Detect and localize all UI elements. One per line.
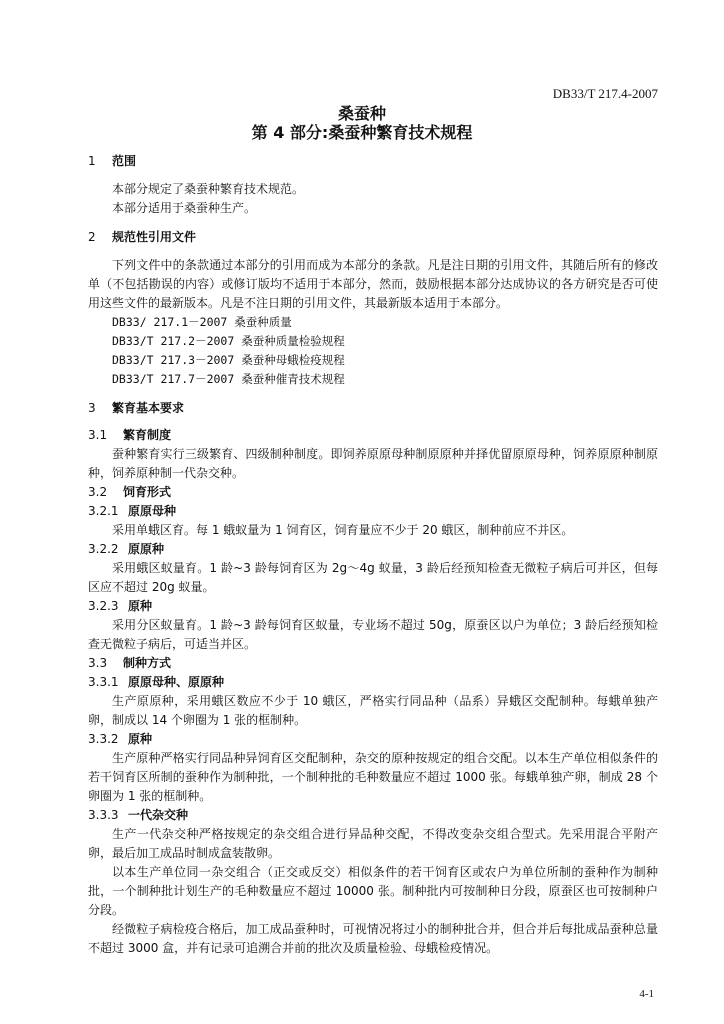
document-body: [88, 150, 658, 958]
subsection-heading: [88, 654, 658, 673]
document-subtitle: 第 4 部分:桑蚕种繁育技术规程: [251, 123, 473, 142]
reference-item: DB33/T 217.7－2007 桑蚕种催青技术规程: [112, 372, 345, 386]
subsection-title: 制种方式: [123, 656, 172, 670]
section-number: 1: [88, 154, 96, 168]
subsection-heading: [88, 426, 658, 445]
reference-item: DB33/T 217.2－2007 桑蚕种质量检验规程: [112, 334, 345, 348]
section-heading-3: [88, 399, 658, 418]
section-title: 繁育基本要求: [112, 401, 185, 415]
clause-title: 一代杂交种: [128, 808, 189, 822]
reference-item: DB33/ 217.1－2007 桑蚕种质量: [112, 315, 292, 329]
clause-title: 原种: [128, 599, 153, 613]
subsection-title: 繁育制度: [123, 428, 172, 442]
clause-title: 原原母种: [128, 504, 177, 518]
section-title: 规范性引用文件: [112, 230, 197, 244]
section-heading-1: [88, 152, 658, 171]
paragraph: 采用蛾区蚁量育。1 龄~3 龄每饲育区为 2g～4g 蚁量，3 龄后经预知检查无微粒子病后可并区，但每区应不超过 20g 蚁量。: [88, 561, 658, 594]
subsection-number: 3.2: [88, 485, 108, 499]
paragraph: 生产一代杂交种严格按规定的杂交组合进行异品种交配，不得改变杂交组合型式。先采用混合平附产卵，最后加工成品时制成盒装散卵。: [88, 827, 658, 860]
paragraph: 本部分规定了桑蚕种繁育技术规范。: [112, 182, 305, 196]
section-number: 3: [88, 401, 96, 415]
clause-heading: [88, 597, 658, 616]
clause-heading: [88, 502, 658, 521]
clause-heading: [88, 730, 658, 749]
paragraph: 下列文件中的条款通过本部分的引用而成为本部分的条款。凡是注日期的引用文件，其随后所有的修改单（不包括勘误的内容）或修订版均不适用于本部分，然而，鼓励根据本部分达成协议的各方研究是否可使用这些文件的最新版本。凡是不注日期的引用文件，其最新版本适用于本部分。: [88, 258, 658, 310]
document-title: 桑蚕种: [337, 104, 386, 123]
paragraph: 经微粒子病检疫合格后，加工成品蚕种时，可视情况将过小的制种批合并，但合并后每批成品蚕种总量不超过 3000 盒，并有记录可追溯合并前的批次及质量检验、母蛾检疫情况。: [88, 922, 658, 955]
subsection-title: 饲育形式: [123, 485, 172, 499]
clause-number: 3.2.2: [88, 542, 119, 556]
clause-heading: [88, 673, 658, 692]
clause-title: 原种: [128, 732, 153, 746]
section-title: 范围: [112, 154, 137, 168]
paragraph: 蚕种繁育实行三级繁育、四级制种制度。即饲养原原母种制原原种并择优留原原母种，饲养原原种制原种，饲养原种制一代杂交种。: [88, 447, 658, 480]
clause-number: 3.2.1: [88, 504, 119, 518]
clause-number: 3.2.3: [88, 599, 119, 613]
subsection-heading: [88, 483, 658, 502]
subsection-number: 3.3: [88, 656, 108, 670]
paragraph: 采用分区蚁量育。1 龄~3 龄每饲育区蚁量，专业场不超过 50g，原蚕区以户为单位；3 龄后经预知检查无微粒子病后，可适当并区。: [88, 618, 658, 651]
page-number: 4-1: [639, 988, 654, 1000]
subsection-number: 3.1: [88, 428, 108, 442]
reference-item: DB33/T 217.3－2007 桑蚕种母蛾检疫规程: [112, 353, 345, 367]
clause-heading: [88, 540, 658, 559]
paragraph: 采用单蛾区育。每 1 蛾蚁量为 1 饲育区，饲育量应不少于 20 蛾区，制种前应不并区。: [112, 523, 574, 537]
clause-number: 3.3.1: [88, 675, 119, 689]
paragraph: 本部分适用于桑蚕种生产。: [112, 201, 257, 215]
clause-number: 3.3.3: [88, 808, 119, 822]
clause-title: 原原种: [128, 542, 165, 556]
paragraph: 生产原种严格实行同品种异饲育区交配制种，杂交的原种按规定的组合交配。以本生产单位相似条件的若干饲育区所制的蚕种作为制种批，一个制种批的毛种数量应不超过 1000 张。每蛾单独产卵，制成 28 个卵圈为 1 张的框制种。: [88, 751, 658, 803]
paragraph: 生产原原种，采用蛾区数应不少于 10 蛾区，严格实行同品种（品系）异蛾区交配制种。每蛾单独产卵，制成以 14 个卵圈为 1 张的框制种。: [88, 694, 658, 727]
clause-number: 3.3.2: [88, 732, 119, 746]
section-heading-2: [88, 228, 658, 247]
paragraph: 以本生产单位同一杂交组合（正交或反交）相似条件的若干饲育区或农户为单位所制的蚕种作为制种批，一个制种批计划生产的毛种数量应不超过 10000 张。制种批内可按制种日分段，原蚕区也可按制种户分段。: [88, 865, 658, 917]
clause-title: 原原母种、原原种: [128, 675, 225, 689]
clause-heading: [88, 806, 658, 825]
section-number: 2: [88, 230, 96, 244]
standard-number: DB33/T 217.4-2007: [552, 86, 658, 101]
